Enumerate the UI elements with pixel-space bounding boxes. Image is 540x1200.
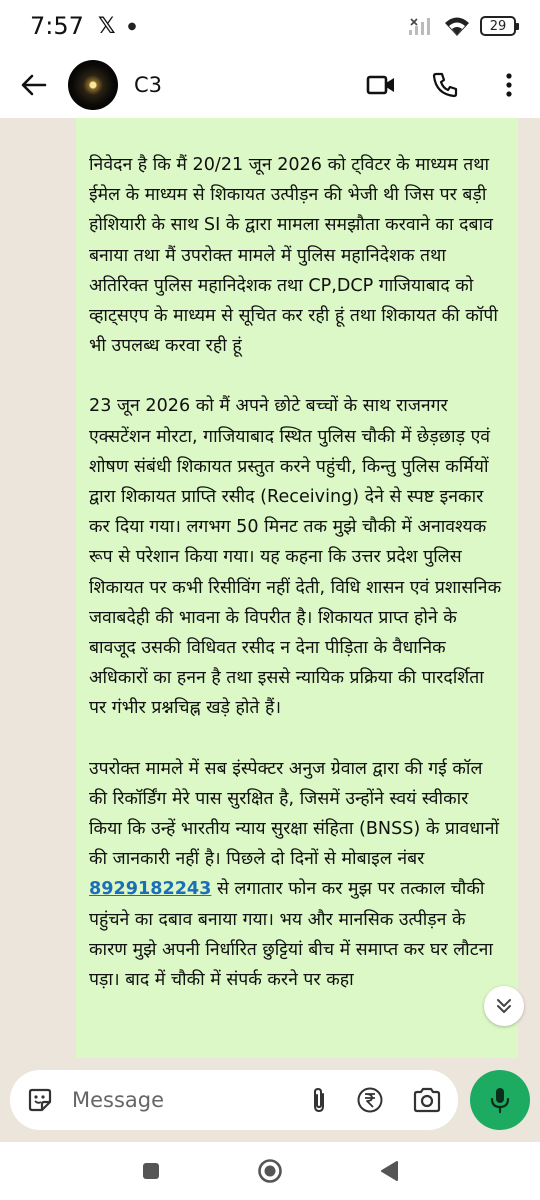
voice-message-button[interactable] bbox=[470, 1070, 530, 1130]
system-nav-bar bbox=[0, 1142, 540, 1200]
message-bubble[interactable] bbox=[76, 118, 518, 1058]
video-call-button[interactable] bbox=[366, 70, 396, 100]
voice-call-button[interactable] bbox=[430, 70, 460, 100]
message-input-bar bbox=[10, 1070, 458, 1130]
camera-icon[interactable] bbox=[412, 1087, 442, 1113]
scroll-to-bottom-button[interactable] bbox=[484, 986, 524, 1026]
status-time: 7:57 bbox=[30, 12, 84, 40]
contact-name[interactable]: C3 bbox=[134, 73, 163, 97]
battery-icon: 29 bbox=[480, 16, 516, 36]
x-app-icon: 𝕏 bbox=[97, 13, 116, 39]
phone-number-link[interactable]: 8929182243 bbox=[89, 879, 212, 900]
chat-area[interactable] bbox=[0, 118, 540, 1058]
message-paragraph: निवेदन है कि मैं 20/21 जून 2026 को ट्विटर के माध्यम तथा ईमेल के माध्यम से शिकायत उत्पीड़न की भेजी थी जिस पर बड़ी होशियारी के साथ SI के द्वारा मामला समझौता करवाने का दबाव बनाया तथा मैं उपरोक्त मामले में पुलिस महानिदेशक तथा अतिरिक्त पुलिस महानिदेशक तथा CP,DCP गाजियाबाद को व्हाट्सएप के माध्यम से सूचित कर रही हूं तथा शिकायत की कॉपी भी उपलब्ध करवा रही हूं bbox=[89, 155, 498, 357]
header-actions bbox=[366, 70, 530, 100]
back-nav-icon[interactable] bbox=[379, 1160, 399, 1182]
message-text: उपरोक्त मामले में सब इंस्पेक्टर अनुज ग्रेवाल द्वारा की गई कॉल की रिकॉर्डिंग मेरे पास सुरक्षित है, जिसमें उन्होंने स्वयं स्वीकार किया कि उन्हें भारतीय न्याय सुरक्षा संहिता (BNSS) के प्रावधानों की जानकारी नहीं है। पिछले दो दिनों से मोबाइल नंबर bbox=[89, 758, 500, 870]
message-paragraph: 23 जून 2026 को मैं अपने छोटे बच्चों के साथ राजनगर एक्सटेंशन मोरटा, गाजियाबाद स्थित पुलिस चौकी में छेड़छाड़ एवं शोषण संबंधी शिकायत प्रस्तुत करने पहुंची, किन्तु पुलिस कर्मियों द्वारा शिकायत प्राप्ति रसीद (Receiving) देने से स्पष्ट इनकार कर दिया गया। लगभग 50 मिनट तक मुझे चौकी में अनावश्यक रूप से परेशान किया गया। यह कहना कि उत्तर प्रदेश पुलिस शिकायत पर कभी रिसीविंग नहीं देती, विधि शासन एवं प्रशासनिक जवाबदेही की भावना के विपरीत है। शिकायत प्राप्त होने के बावजूद उसकी विधिवत रसीद न देना पीड़िता के वैधानिक अधिकारों का हनन है तथा इससे न्यायिक प्रक्रिया की पारदर्शिता पर गंभीर प्रश्नचिह्न खड़े होते हैं। bbox=[89, 396, 502, 719]
notification-dot-icon: ● bbox=[127, 20, 137, 32]
double-chevron-down-icon bbox=[495, 997, 513, 1015]
signal-icon bbox=[408, 16, 434, 36]
back-button[interactable] bbox=[14, 65, 54, 105]
chat-header bbox=[0, 52, 540, 118]
attachment-icon[interactable] bbox=[310, 1086, 328, 1114]
message-paragraph bbox=[89, 754, 506, 996]
message-text: से लगातार फोन कर मुझ पर तत्काल चौकी पहुंचने का दबाव बनाया गया। भय और मानसिक उत्पीड़न के कारण मुझे अपनी निर्धारित छुट्टियां बीच में समाप्त कर घर लौटना पड़ा। बाद में चौकी में संपर्क करने पर कहा bbox=[89, 879, 493, 991]
more-options-button[interactable] bbox=[494, 70, 524, 100]
input-actions bbox=[310, 1086, 442, 1114]
microphone-icon bbox=[490, 1086, 510, 1114]
video-camera-icon bbox=[366, 74, 396, 96]
status-bar bbox=[0, 0, 540, 52]
sticker-icon[interactable] bbox=[26, 1086, 54, 1114]
recents-icon[interactable] bbox=[141, 1161, 161, 1181]
status-indicators bbox=[408, 15, 516, 37]
home-icon[interactable] bbox=[257, 1158, 283, 1184]
phone-icon bbox=[432, 72, 458, 98]
wifi-icon bbox=[444, 15, 470, 37]
back-arrow-icon bbox=[21, 74, 47, 96]
message-input[interactable]: Message bbox=[72, 1088, 165, 1112]
composer bbox=[0, 1058, 540, 1142]
more-vertical-icon bbox=[505, 72, 513, 98]
rupee-payment-icon[interactable] bbox=[356, 1086, 384, 1114]
avatar[interactable] bbox=[68, 60, 118, 110]
